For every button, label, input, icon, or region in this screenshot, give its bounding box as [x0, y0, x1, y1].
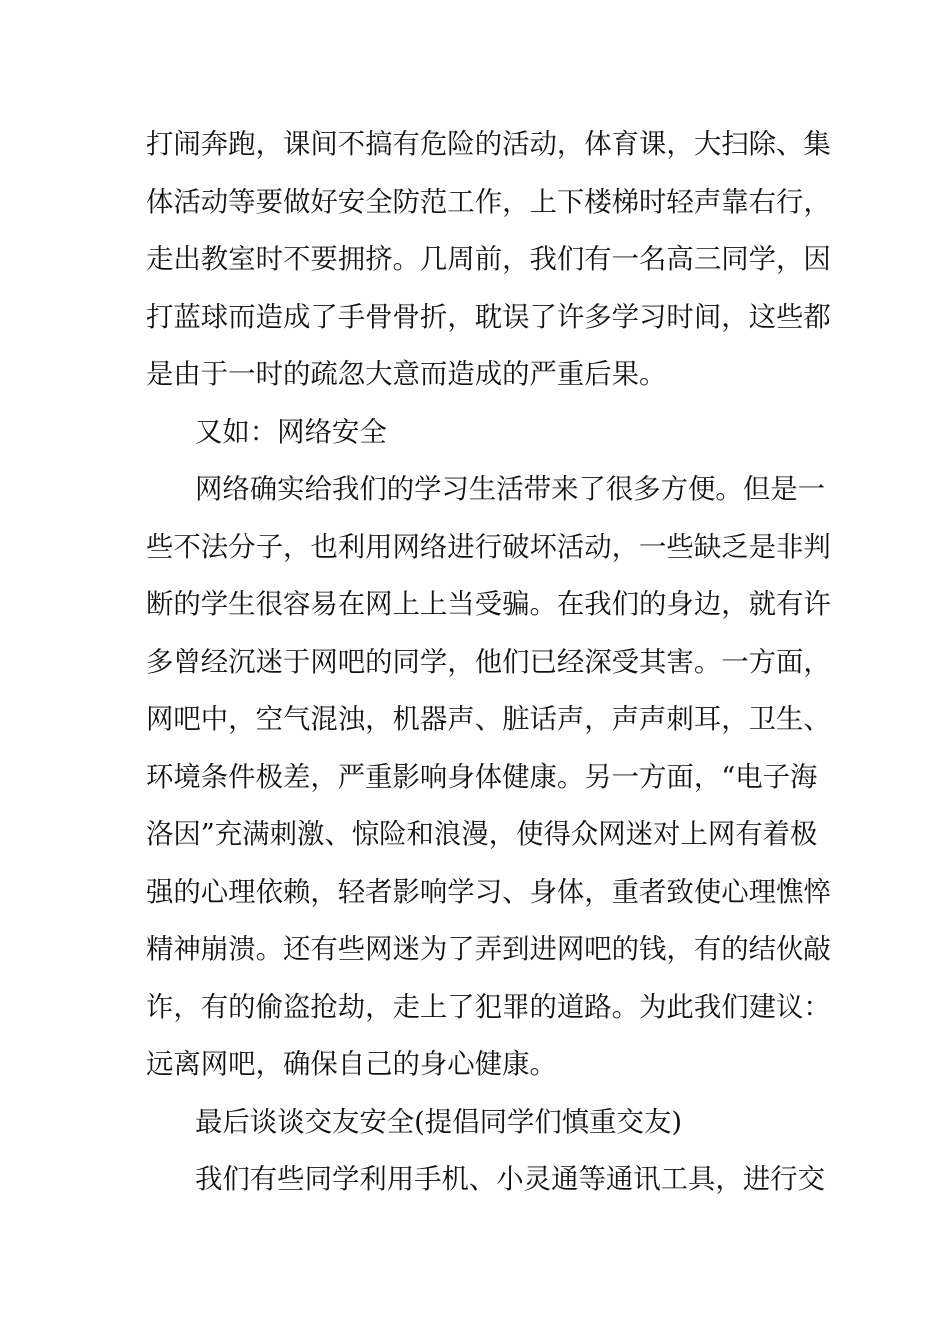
text-line: 多曾经沉迷于网吧的同学，他们已经深受其害。一方面， [146, 646, 831, 678]
text-line: 洛因”充满刺激、惊险和浪漫，使得众网迷对上网有着极 [146, 819, 818, 850]
text-line: 些不法分子，也利用网络进行破坏活动，一些缺乏是非判 [146, 531, 831, 563]
text-line: 断的学生很容易在网上上当受骗。在我们的身边，就有许 [146, 589, 831, 620]
text-line: 打闹奔跑，课间不搞有危险的活动，体育课，大扫除、集 [146, 129, 831, 160]
text-line: 网吧中，空气混浊，机器声、脏话声，声声刺耳，卫生、 [146, 704, 831, 735]
text-line: 强的心理依赖，轻者影响学习、身体，重者致使心理憔悴 [146, 876, 831, 908]
paragraph-start: 我们有些同学利用手机、小灵通等通讯工具，进行交 [195, 1164, 825, 1195]
text-line: 环境条件极差，严重影响身体健康。另一方面，“电子海 [146, 761, 818, 793]
section-heading-friendship-safety: 最后谈谈交友安全(提倡同学们慎重交友) [195, 1106, 683, 1138]
text-line: 远离网吧，确保自己的身心健康。 [146, 1049, 557, 1080]
text-line: 打蓝球而造成了手骨骨折，耽误了许多学习时间，这些都 [146, 301, 831, 333]
text-line: 是由于一时的疏忽大意而造成的严重后果。 [146, 359, 667, 390]
text-line: 精神崩溃。还有些网迷为了弄到进网吧的钱，有的结伙敲 [146, 934, 831, 965]
paragraph-start: 网络确实给我们的学习生活带来了很多方便。但是一 [195, 474, 825, 505]
text-line: 诈，有的偷盗抢劫，走上了犯罪的道路。为此我们建议： [146, 991, 831, 1023]
text-line: 走出教室时不要拥挤。几周前，我们有一名高三同学，因 [146, 244, 831, 275]
text-line: 体活动等要做好安全防范工作，上下楼梯时轻声靠右行， [146, 186, 831, 218]
section-heading-network-safety: 又如：网络安全 [195, 416, 387, 448]
body-text [146, 116, 831, 1209]
